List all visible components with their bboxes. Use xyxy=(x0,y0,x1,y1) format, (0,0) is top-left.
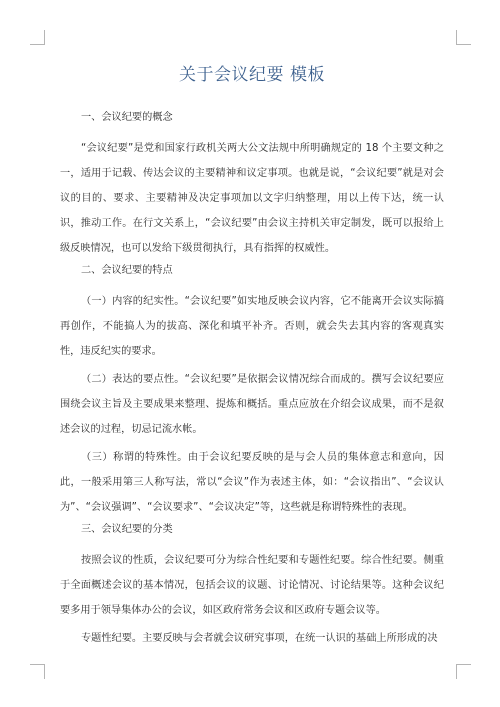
crop-mark-top-left xyxy=(30,30,45,45)
section-heading-types: 三、会议纪要的分类 xyxy=(81,524,173,535)
paragraph: 按照会议的性质，会议纪要可分为综合性纪要和专题性纪要。综合性纪要。侧重于全面概述会议的基本情况，包括会议的议题、讨论情况、讨论结果等。这种会议纪要多用于领导集体办公的会议，如区政府常务会议和区政府专题会议等。 xyxy=(60,555,444,616)
crop-mark-top-right xyxy=(456,30,471,45)
document-body xyxy=(60,60,444,654)
document-title: 关于会议纪要 模板 xyxy=(179,65,325,85)
crop-mark-bottom-left xyxy=(30,664,45,679)
section-heading-concept: 一、会议纪要的概念 xyxy=(81,112,173,123)
paragraph: 专题性纪要。主要反映与会者就会议研究事项，在统一认识的基础上所形成的决 xyxy=(81,633,438,644)
crop-mark-bottom-right xyxy=(456,664,471,679)
paragraph: （二）表达的要点性。“会议纪要”是依据会议情况综合而成的。撰写会议纪要应围绕会议主旨及主要成果来整理、提炼和概括。重点应放在介绍会议成果，而不是叙述会议的过程，切忌记流水帐。 xyxy=(60,374,444,435)
paragraph: “会议纪要”是党和国家行政机关两大公文法规中所明确规定的 18 个主要文种之一，适用于记载、传达会议的主要精神和议定事项。也就是说，“会议纪要”就是对会议的目的、要求、主要精神及决定事项加以文字归纳整理，用以上传下达，统一认识，推动工作。在行文关系上，“会议纪要”由会议主持机关审定制发，既可以报给上级反映情况，也可以发给下级贯彻执行，具有指挥的权威性。 xyxy=(60,143,444,254)
paragraph: （三）称谓的特殊性。由于会议纪要反映的是与会人员的集体意志和意向，因此，一般采用第三人称写法，常以“会议”作为表述主体，如：“会议指出”、“会议认为”、“会议强调”、“会议要求”、“会议决定”等，这些就是称谓特殊性的表现。 xyxy=(60,452,444,513)
section-heading-features: 二、会议纪要的特点 xyxy=(81,265,173,276)
paragraph: （一）内容的纪实性。“会议纪要”如实地反映会议内容，它不能离开会议实际搞再创作，不能搞人为的拔高、深化和填平补齐。否则，就会失去其内容的客观真实性，违反纪实的要求。 xyxy=(60,296,444,357)
